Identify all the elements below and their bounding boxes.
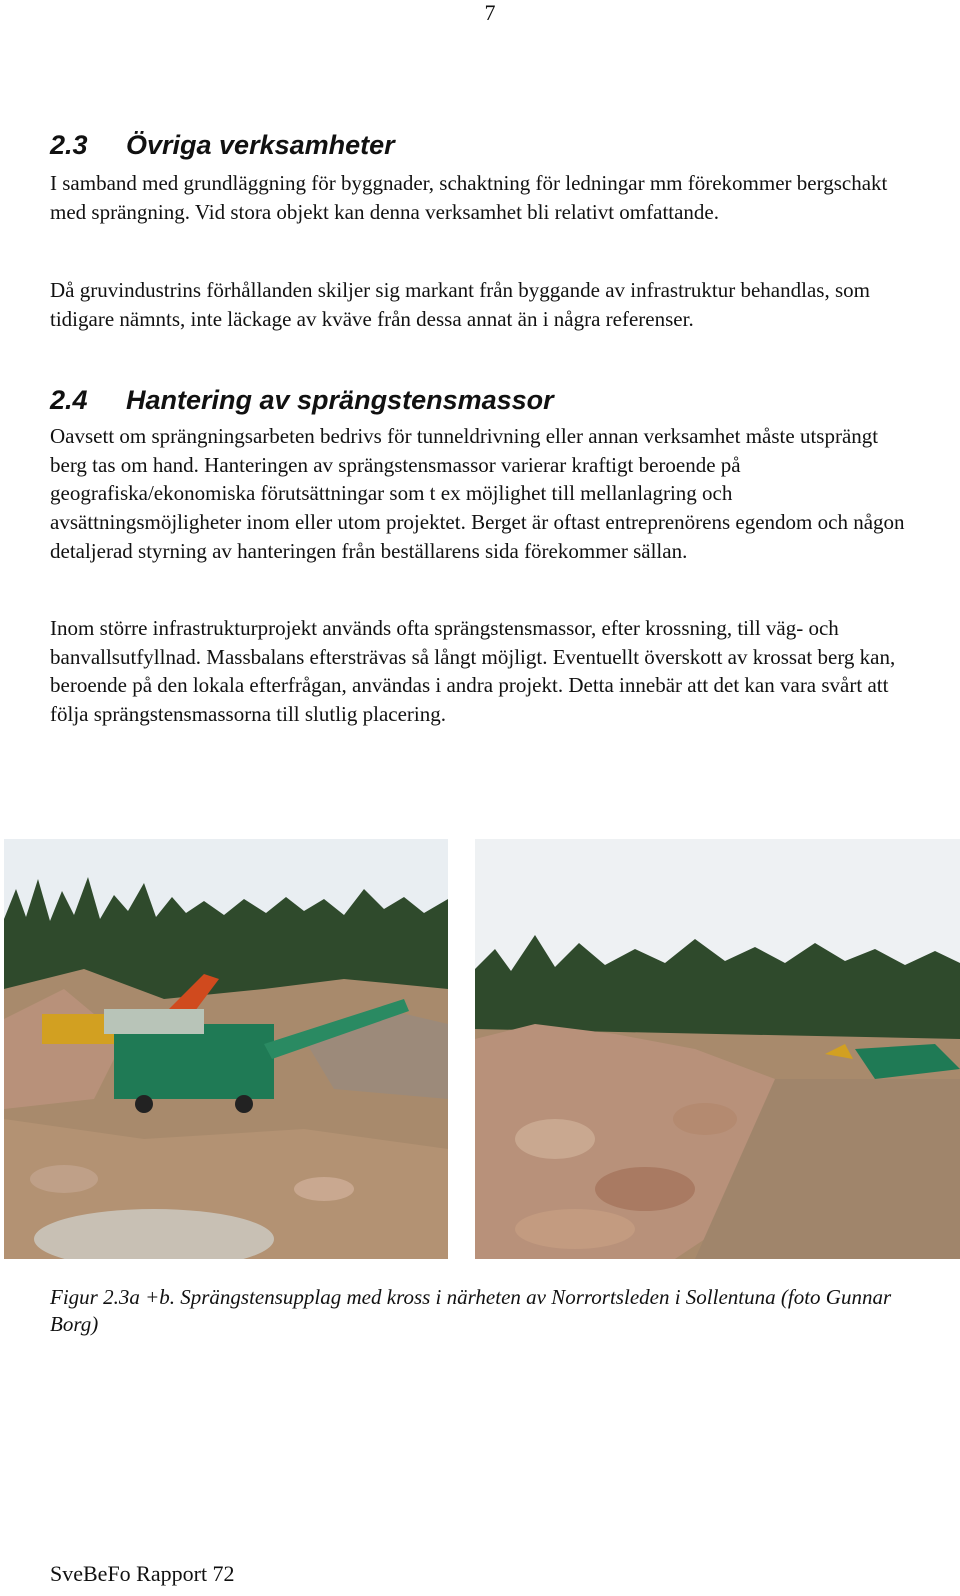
section-title: Hantering av sprängstensmassor xyxy=(126,385,554,415)
paragraph: Då gruvindustrins förhållanden skiljer sig markant från byggande av infrastruktur behandlas, som tidigare nämnts, inte läckage av kväve från dessa annat än i några referenser. xyxy=(50,278,870,331)
paragraph: Inom större infrastrukturprojekt används ofta sprängstensmassor, efter krossning, till väg- och banvallsutfyllnad. Massbalans eftersträvas så långt möjligt. Eventuellt överskott av krossat berg kan, beroende på den lokala efterfrågan, användas i andra projekt. Detta innebär att det kan vara svårt att följa sprängstensmassorna till slutlig placering. xyxy=(50,616,896,727)
footer: SveBeFo Rapport 72 xyxy=(50,1561,235,1586)
section-heading-2-4 xyxy=(50,384,554,416)
section-number: 2.3 xyxy=(50,130,88,160)
paragraph: I samband med grundläggning för byggnader, schaktning för ledningar mm förekommer bergschakt med sprängning. Vid stora objekt kan denna verksamhet bli relativt omfattande. xyxy=(50,171,888,224)
photo-crusher xyxy=(4,839,448,1259)
page-number: 7 xyxy=(484,0,496,25)
section-number: 2.4 xyxy=(50,385,88,415)
photo-rock-piles xyxy=(475,839,960,1259)
section-heading-2-3 xyxy=(50,129,395,161)
figure-caption: Figur 2.3a +b. Sprängstensupplag med kross i närheten av Norrortsleden i Sollentuna (foto Gunnar Borg) xyxy=(50,1285,892,1336)
paragraph: Oavsett om sprängningsarbeten bedrivs för tunneldrivning eller annan verksamhet måste utsprängt berg tas om hand. Hanteringen av sprängstensmassor varierar kraftigt beroende på geografiska/ekonomiska förutsättningar som t ex möjlighet till mellanlagring och avsättningsmöjligheter inom eller utom projektet. Berget är oftast entreprenörens egendom och någon detaljerad styrning av hanteringen från beställarens sida förekommer sällan. xyxy=(50,424,905,563)
section-title: Övriga verksamheter xyxy=(126,130,395,160)
